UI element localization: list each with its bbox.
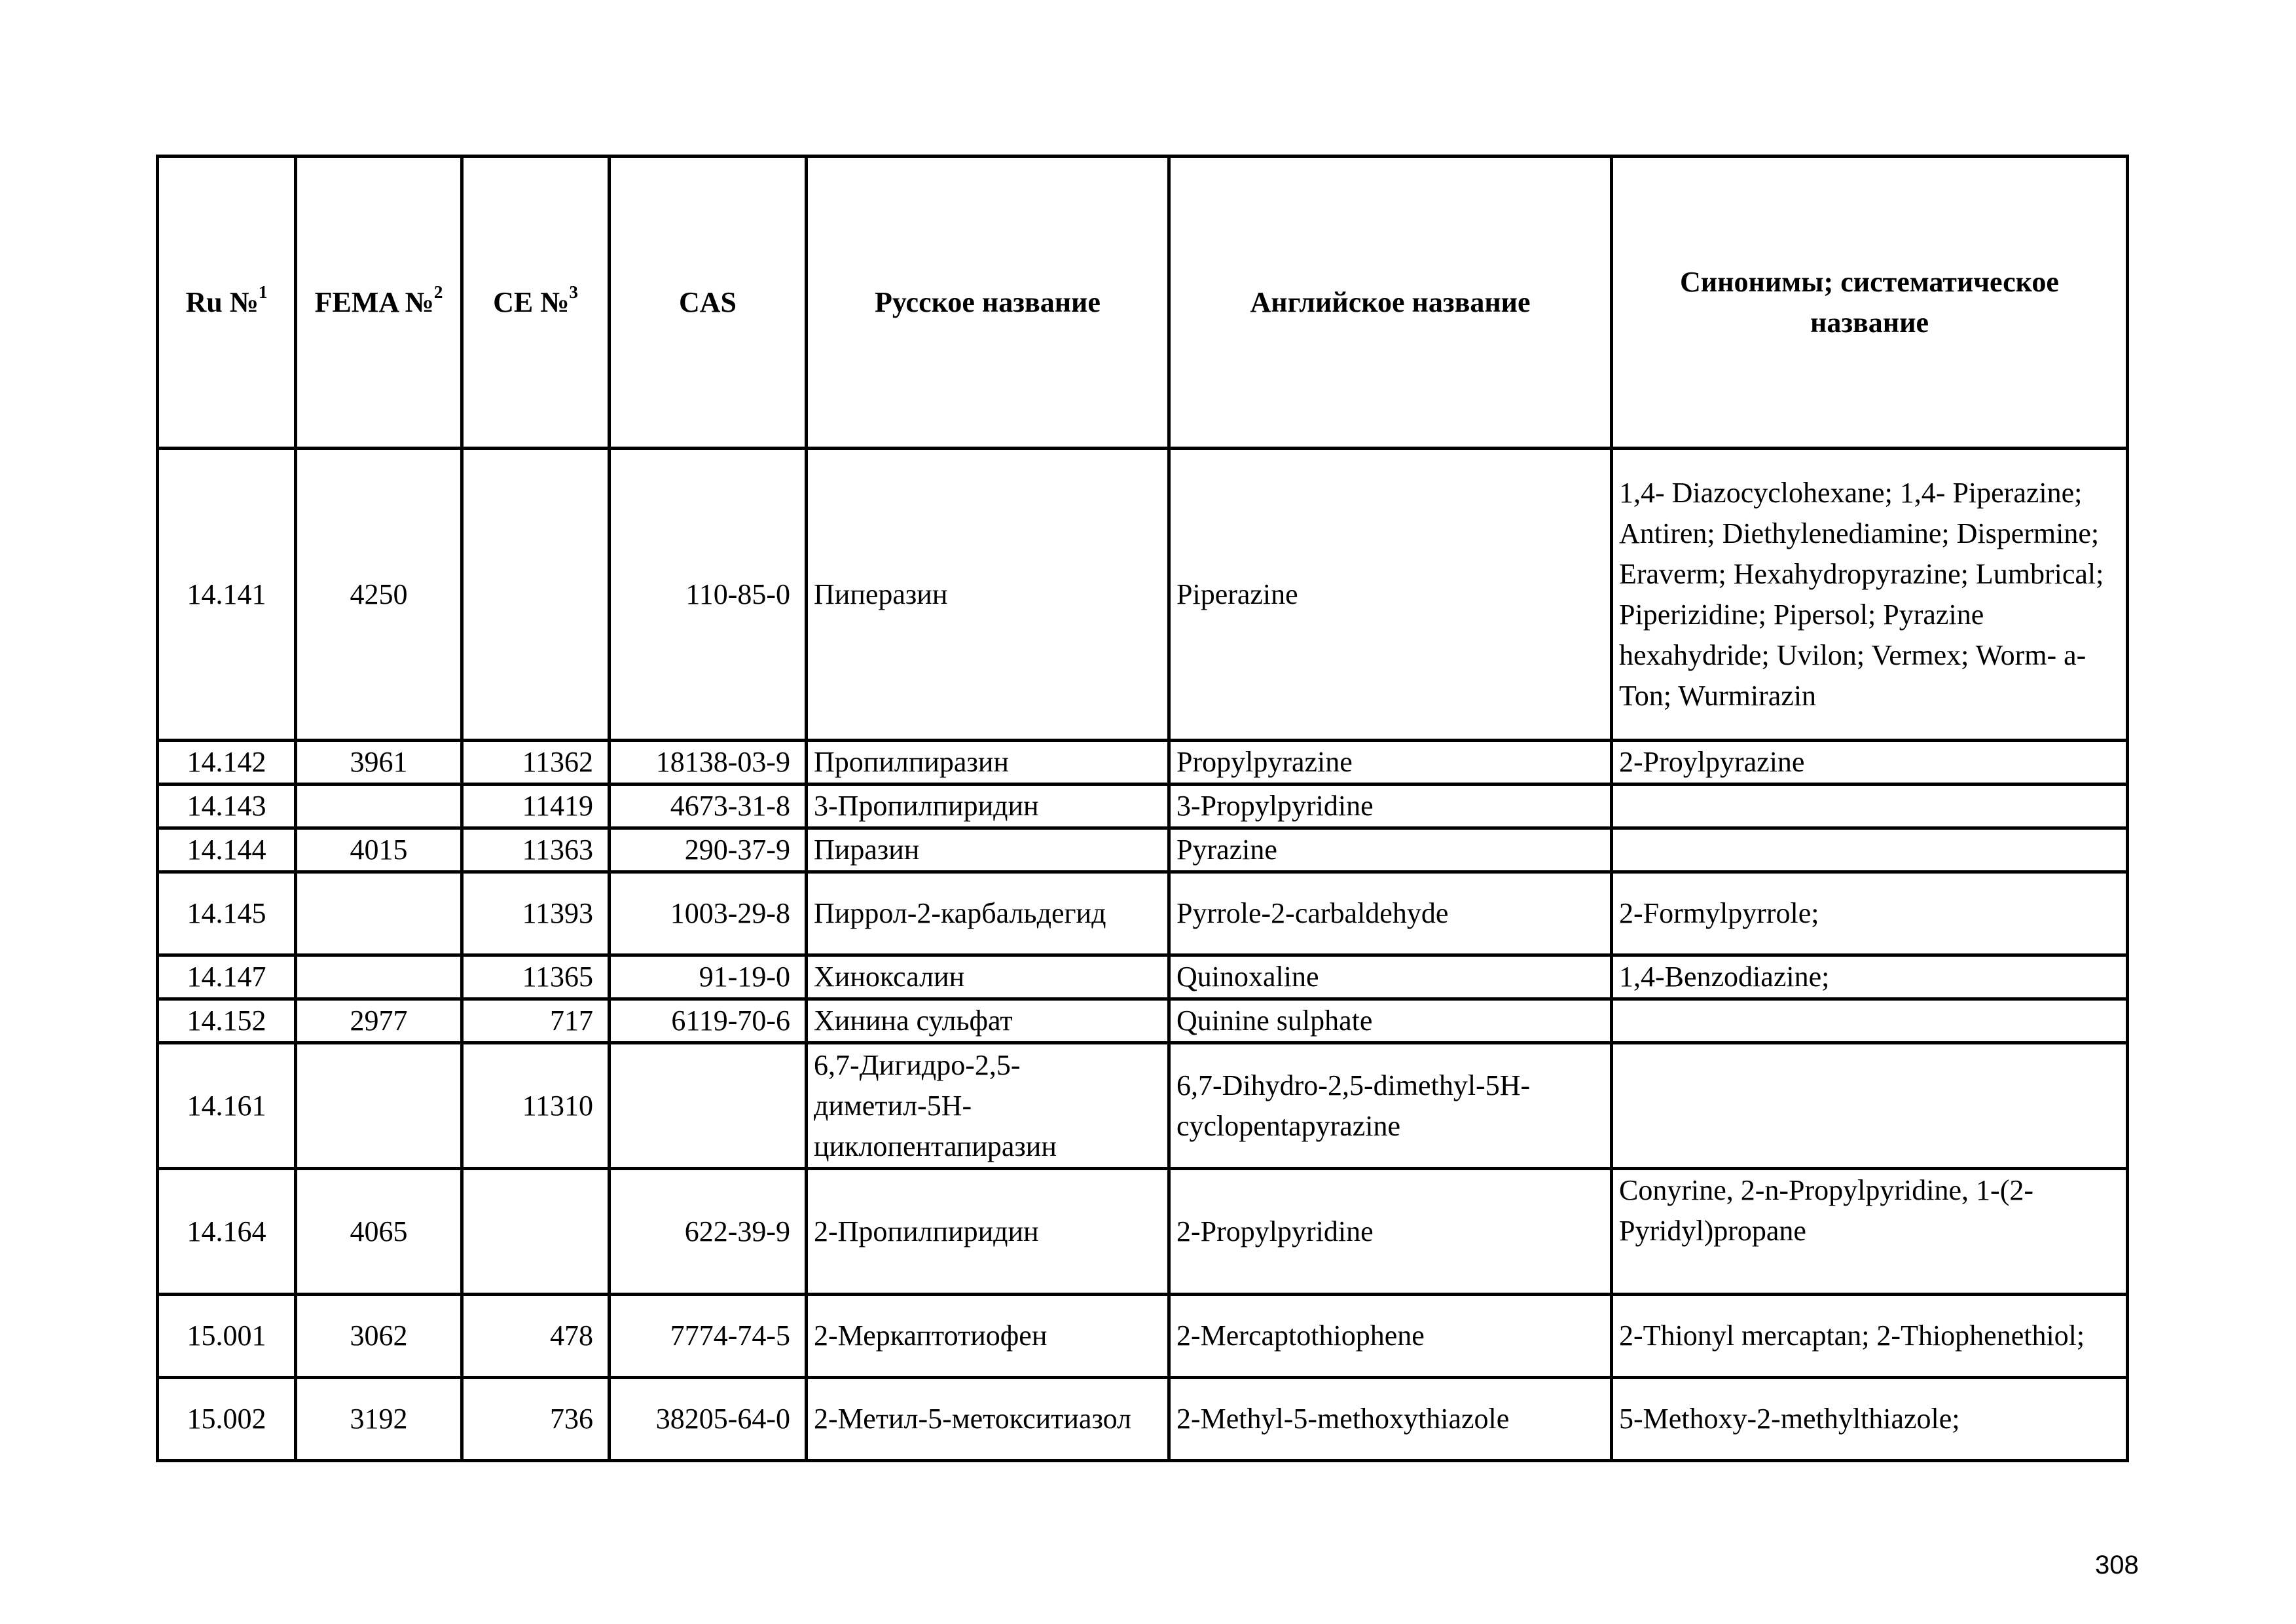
table-row — [158, 449, 2128, 741]
table-row — [158, 955, 2128, 999]
cell-synonyms — [1612, 1043, 2128, 1169]
cell-cas: 110-85-0 — [610, 449, 807, 741]
cell-russian-name: Хинина сульфат — [807, 999, 1169, 1043]
cell-fema — [296, 1043, 462, 1169]
cell-synonyms: Conyrine, 2-n-Propylpyridine, 1-(2-Pyridyl)propane — [1612, 1169, 2128, 1295]
cell-ce: 736 — [462, 1378, 610, 1461]
cell-cas: 6119-70-6 — [610, 999, 807, 1043]
cell-ru: 14.144 — [158, 828, 296, 872]
cell-cas: 622-39-9 — [610, 1169, 807, 1295]
table-row — [158, 741, 2128, 784]
cell-english-name: Pyrrole-2-carbaldehyde — [1169, 872, 1612, 955]
cell-russian-name: 2-Меркаптотиофен — [807, 1295, 1169, 1378]
cell-fema — [296, 784, 462, 828]
cell-ce: 11365 — [462, 955, 610, 999]
cell-russian-name: 2-Пропилпиридин — [807, 1169, 1169, 1295]
header-english-name: Английское название — [1169, 157, 1612, 449]
cell-english-name: 2-Mercaptothiophene — [1169, 1295, 1612, 1378]
cell-ru: 14.152 — [158, 999, 296, 1043]
cell-ru: 14.161 — [158, 1043, 296, 1169]
cell-synonyms: 2-Proylpyrazine — [1612, 741, 2128, 784]
cell-ru: 14.147 — [158, 955, 296, 999]
cell-ru: 14.145 — [158, 872, 296, 955]
cell-ru: 14.141 — [158, 449, 296, 741]
cell-synonyms — [1612, 828, 2128, 872]
cell-ce — [462, 1169, 610, 1295]
cell-cas: 1003-29-8 — [610, 872, 807, 955]
table-row — [158, 1169, 2128, 1295]
cell-ru: 15.001 — [158, 1295, 296, 1378]
cell-russian-name: Пиразин — [807, 828, 1169, 872]
cell-cas: 18138-03-9 — [610, 741, 807, 784]
cell-fema: 3192 — [296, 1378, 462, 1461]
cell-english-name: Pyrazine — [1169, 828, 1612, 872]
cell-russian-name: Пропилпиразин — [807, 741, 1169, 784]
cell-fema: 3961 — [296, 741, 462, 784]
cell-english-name: Piperazine — [1169, 449, 1612, 741]
header-ce-number: CE №$^3$ — [462, 157, 610, 449]
flavouring-substances-table — [156, 155, 2129, 1462]
cell-russian-name: 3-Пропилпиридин — [807, 784, 1169, 828]
cell-cas: 38205-64-0 — [610, 1378, 807, 1461]
cell-russian-name: Пиррол-2-карбальдегид — [807, 872, 1169, 955]
cell-english-name: 6,7-Dihydro-2,5-dimethyl-5H-cyclopentapyrazine — [1169, 1043, 1612, 1169]
cell-ru: 14.143 — [158, 784, 296, 828]
cell-fema: 4065 — [296, 1169, 462, 1295]
table-row — [158, 1378, 2128, 1461]
cell-cas — [610, 1043, 807, 1169]
cell-ru: 15.002 — [158, 1378, 296, 1461]
cell-cas: 4673-31-8 — [610, 784, 807, 828]
header-synonyms: Синонимы; систематическое название — [1612, 157, 2128, 449]
cell-russian-name: Пиперазин — [807, 449, 1169, 741]
header-cas: CAS — [610, 157, 807, 449]
cell-fema — [296, 872, 462, 955]
cell-english-name: Propylpyrazine — [1169, 741, 1612, 784]
cell-russian-name: 2-Метил-5-метокситиазол — [807, 1378, 1169, 1461]
page-number: 308 — [2095, 1551, 2139, 1579]
cell-ce: 11363 — [462, 828, 610, 872]
header-fema-number: FEMA №$^2$ — [296, 157, 462, 449]
cell-fema: 4015 — [296, 828, 462, 872]
cell-synonyms: 1,4-Benzodiazine; — [1612, 955, 2128, 999]
cell-synonyms: 2-Thionyl mercaptan; 2-Thiophenethiol; — [1612, 1295, 2128, 1378]
cell-russian-name: Хиноксалин — [807, 955, 1169, 999]
cell-fema: 2977 — [296, 999, 462, 1043]
table-row — [158, 1043, 2128, 1169]
cell-english-name: Quinine sulphate — [1169, 999, 1612, 1043]
cell-synonyms: 2-Formylpyrrole; — [1612, 872, 2128, 955]
cell-ce: 11362 — [462, 741, 610, 784]
cell-english-name: 3-Propylpyridine — [1169, 784, 1612, 828]
cell-synonyms: 5-Methoxy-2-methylthiazole; — [1612, 1378, 2128, 1461]
cell-cas: 91-19-0 — [610, 955, 807, 999]
table-row — [158, 828, 2128, 872]
cell-ce: 717 — [462, 999, 610, 1043]
cell-russian-name: 6,7-Дигидро-2,5-диметил-5H-циклопентапиразин — [807, 1043, 1169, 1169]
cell-synonyms: 1,4- Diazocyclohexane; 1,4- Piperazine; Antiren; Diethylenediamine; Dispermine; Eraverm; Hexahydropyrazine; Lumbrical; Piperizidine; Pipersol; Pyrazine hexahydride; Uvilon; Vermex; Worm- a- Ton; Wurmirazin — [1612, 449, 2128, 741]
cell-english-name: Quinoxaline — [1169, 955, 1612, 999]
cell-cas: 7774-74-5 — [610, 1295, 807, 1378]
table-header-row — [158, 157, 2128, 449]
table-row — [158, 1295, 2128, 1378]
document-table-container — [156, 155, 2126, 1462]
cell-ce: 478 — [462, 1295, 610, 1378]
table-row — [158, 872, 2128, 955]
cell-ru: 14.164 — [158, 1169, 296, 1295]
cell-synonyms — [1612, 784, 2128, 828]
cell-synonyms — [1612, 999, 2128, 1043]
cell-ce: 11310 — [462, 1043, 610, 1169]
cell-ce: 11419 — [462, 784, 610, 828]
header-russian-name: Русское название — [807, 157, 1169, 449]
cell-ce: 11393 — [462, 872, 610, 955]
table-row — [158, 784, 2128, 828]
cell-english-name: 2-Methyl-5-methoxythiazole — [1169, 1378, 1612, 1461]
cell-english-name: 2-Propylpyridine — [1169, 1169, 1612, 1295]
cell-ru: 14.142 — [158, 741, 296, 784]
cell-fema: 3062 — [296, 1295, 462, 1378]
header-ru-number: Ru №$^1$ — [158, 157, 296, 449]
cell-fema: 4250 — [296, 449, 462, 741]
cell-fema — [296, 955, 462, 999]
cell-ce — [462, 449, 610, 741]
table-row — [158, 999, 2128, 1043]
cell-cas: 290-37-9 — [610, 828, 807, 872]
